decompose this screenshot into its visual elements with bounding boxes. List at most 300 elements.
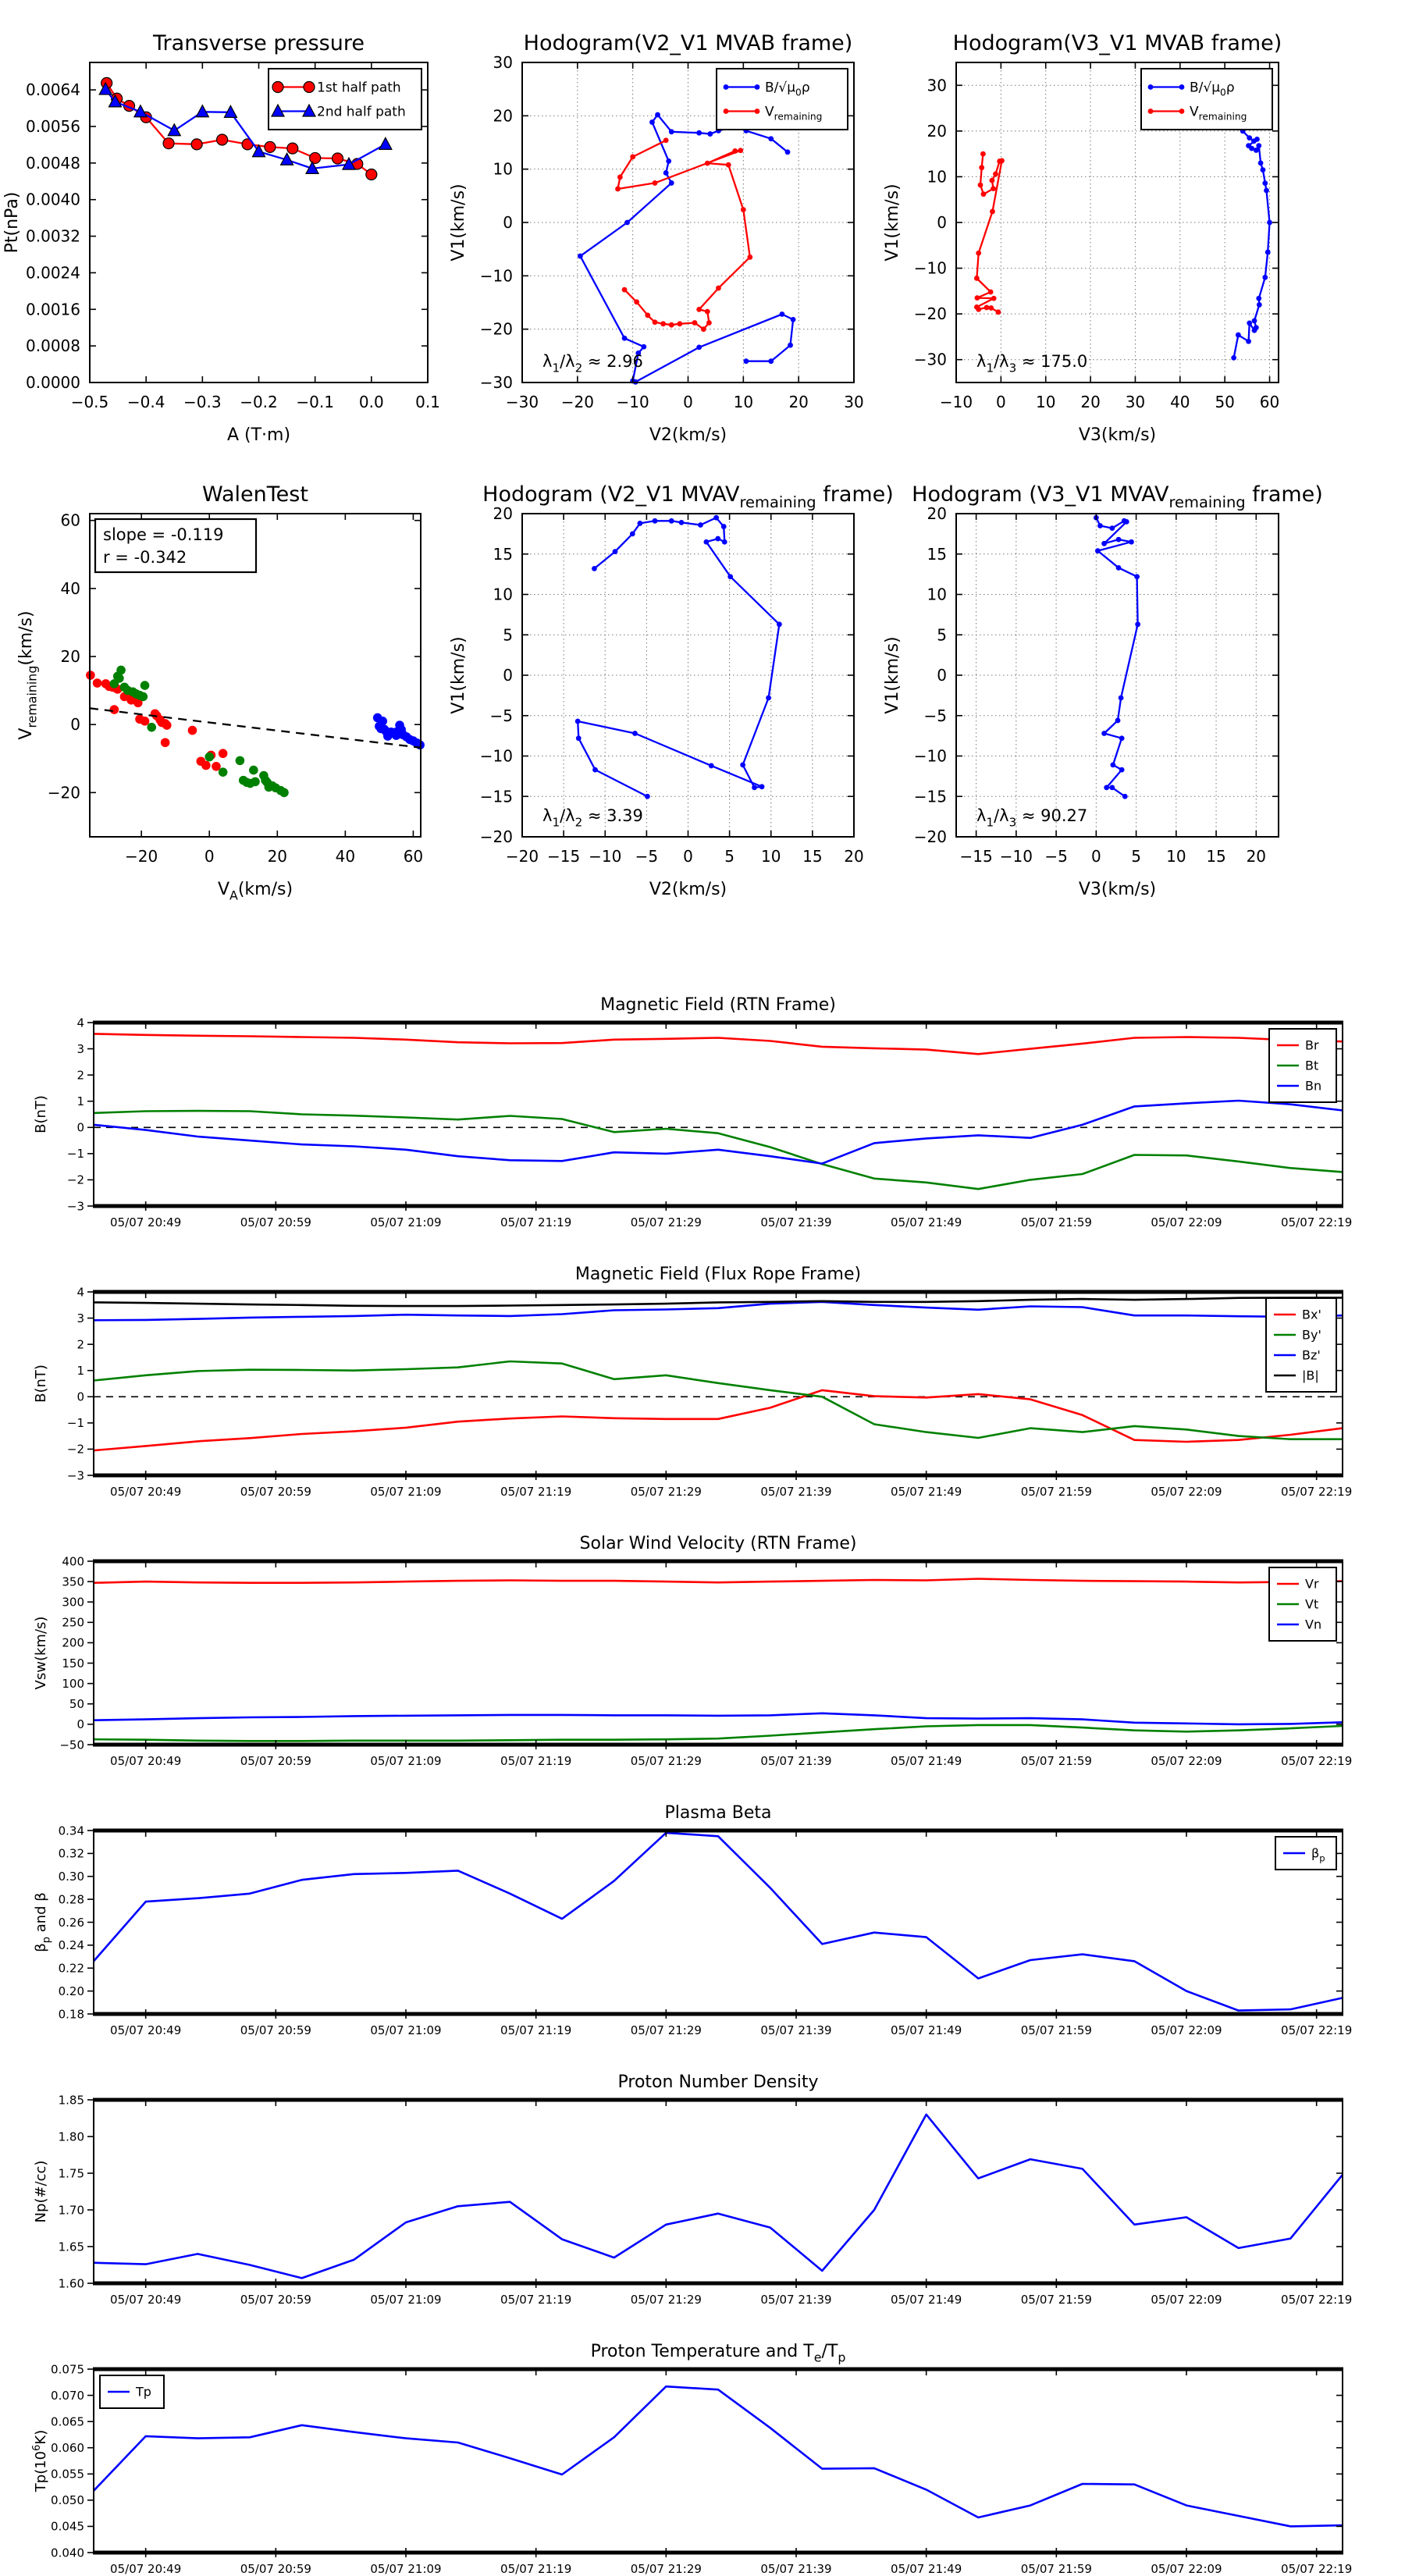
data-point xyxy=(1262,275,1268,280)
y-tick-label: −20 xyxy=(47,783,80,802)
data-point xyxy=(576,735,582,741)
data-point xyxy=(663,170,669,176)
data-point xyxy=(669,518,674,524)
data-point xyxy=(653,180,658,186)
data-point xyxy=(1119,696,1124,701)
data-point xyxy=(653,319,658,325)
data-point xyxy=(236,756,245,766)
series-line xyxy=(976,154,1001,312)
series-line xyxy=(94,2386,1343,2526)
y-tick-label: 0.0048 xyxy=(26,153,80,173)
data-point xyxy=(724,109,729,114)
x-tick-label: −5 xyxy=(635,847,659,866)
y-tick-label: 0.34 xyxy=(58,1823,84,1838)
legend-label: 2nd half path xyxy=(317,104,406,120)
x-tick-label: 0 xyxy=(683,393,693,411)
data-point xyxy=(265,141,276,152)
y-axis-label: B(nT) xyxy=(33,1364,49,1403)
legend xyxy=(717,69,848,130)
x-tick-label: 40 xyxy=(1170,393,1190,411)
data-point xyxy=(1254,137,1260,142)
data-point xyxy=(1179,84,1185,90)
x-axis-label: V2(km/s) xyxy=(649,880,727,899)
x-tick-label: 20 xyxy=(844,847,864,866)
y-tick-label: 0 xyxy=(937,666,947,685)
y-tick-label: 2 xyxy=(76,1068,84,1083)
data-point xyxy=(716,286,721,291)
y-tick-label: 0.050 xyxy=(51,2493,84,2508)
axes-frame xyxy=(94,2100,1343,2283)
data-point xyxy=(191,139,202,150)
ticks xyxy=(914,504,1279,866)
series-bx- xyxy=(94,1390,1343,1450)
legend-label: By' xyxy=(1302,1327,1321,1343)
x-tick-label: 05/07 20:49 xyxy=(110,2023,182,2037)
data-point xyxy=(188,726,197,735)
y-tick-label: 1 xyxy=(76,1094,84,1108)
data-point xyxy=(1252,318,1257,324)
data-point xyxy=(980,151,986,157)
y-tick-label: 300 xyxy=(62,1595,84,1610)
lambda-ratio-annotation: $\lambda_1/\lambda_2 \approx 3.39$ xyxy=(542,806,643,830)
y-tick-label: 400 xyxy=(62,1554,84,1569)
data-point xyxy=(641,344,646,350)
data-point xyxy=(768,358,774,364)
y-tick-label: 0.26 xyxy=(58,1915,84,1930)
x-tick-label: 05/07 21:59 xyxy=(1020,2562,1092,2576)
data-point xyxy=(660,321,666,326)
chart-title: WalenTest xyxy=(202,482,308,507)
data-point xyxy=(755,109,760,114)
series--b- xyxy=(94,1297,1343,1306)
x-tick-label: 05/07 20:59 xyxy=(240,2293,311,2307)
y-tick-label: −30 xyxy=(913,350,947,369)
y-axis-label: Pt(nPa) xyxy=(2,191,22,254)
x-tick-label: 05/07 21:29 xyxy=(630,1215,702,1229)
chart-title: Transverse pressure xyxy=(153,31,365,55)
data-point xyxy=(788,343,793,348)
y-tick-label: 10 xyxy=(927,585,947,604)
data-point xyxy=(703,539,709,545)
data-point xyxy=(747,254,752,260)
series--000000 xyxy=(90,708,421,748)
data-point xyxy=(161,738,170,747)
data-point xyxy=(1247,135,1252,141)
x-tick-label: −0.3 xyxy=(183,393,222,411)
y-tick-label: −10 xyxy=(913,258,947,278)
x-tick-label: 5 xyxy=(1131,847,1141,866)
x-tick-label: 05/07 21:59 xyxy=(1020,1485,1092,1499)
data-point xyxy=(740,762,745,767)
series-line xyxy=(94,1361,1343,1439)
data-point xyxy=(976,307,981,312)
y-tick-label: −20 xyxy=(479,827,513,846)
data-point xyxy=(752,785,757,790)
data-point xyxy=(1101,541,1107,546)
x-tick-label: 05/07 21:09 xyxy=(370,1754,442,1768)
legend xyxy=(1269,1567,1336,1641)
data-point xyxy=(1148,109,1154,114)
y-tick-label: 0.075 xyxy=(51,2362,84,2377)
x-tick-label: 05/07 21:39 xyxy=(760,1754,832,1768)
data-point xyxy=(379,137,392,149)
y-tick-label: 0.0008 xyxy=(26,336,80,356)
data-point xyxy=(976,251,981,256)
y-tick-label: 20 xyxy=(493,504,513,523)
data-point xyxy=(624,220,630,226)
legend-label: Vt xyxy=(1305,1596,1319,1612)
annotation xyxy=(542,352,643,375)
x-tick-label: 20 xyxy=(1246,847,1267,866)
y-tick-label: 0.24 xyxy=(58,1938,84,1953)
chart-b-rtn xyxy=(33,995,1352,1229)
x-tick-label: 60 xyxy=(1259,393,1280,411)
x-tick-label: 05/07 21:59 xyxy=(1020,1754,1092,1768)
y-tick-label: 20 xyxy=(60,647,80,667)
legend-label: 1st half path xyxy=(317,80,401,96)
chart-b-fr xyxy=(33,1265,1352,1499)
y-tick-label: −20 xyxy=(479,319,513,339)
x-tick-label: 05/07 22:19 xyxy=(1281,1754,1353,1768)
y-tick-label: −3 xyxy=(66,1468,84,1483)
data-point xyxy=(279,788,289,798)
y-tick-label: 0.040 xyxy=(51,2546,84,2560)
data-point xyxy=(768,136,774,141)
legend xyxy=(100,2375,164,2408)
series-line xyxy=(578,518,779,796)
data-point xyxy=(780,311,785,317)
x-tick-label: 05/07 21:19 xyxy=(500,2023,572,2037)
data-point xyxy=(727,574,733,579)
data-point xyxy=(1236,333,1241,338)
x-tick-label: 05/07 20:59 xyxy=(240,1215,311,1229)
data-point xyxy=(705,161,710,166)
x-tick-label: −10 xyxy=(589,847,622,866)
legend-label: Tp xyxy=(136,2384,151,2400)
data-point xyxy=(1179,109,1185,114)
ticks xyxy=(59,2093,1353,2307)
x-tick-label: 05/07 21:39 xyxy=(760,2562,832,2576)
data-point xyxy=(630,155,635,160)
y-tick-label: 1.75 xyxy=(58,2166,84,2181)
grid xyxy=(956,514,1279,837)
y-tick-label: 0.32 xyxy=(58,1846,84,1861)
y-tick-label: 0.0000 xyxy=(26,373,80,392)
data-point xyxy=(634,299,639,304)
y-tick-label: −20 xyxy=(913,827,947,846)
data-point xyxy=(1256,296,1261,301)
data-point xyxy=(698,522,703,528)
y-axis-label: $Tp(10^6K)$ xyxy=(30,2429,49,2492)
x-tick-label: −30 xyxy=(505,393,539,411)
data-point xyxy=(741,207,746,212)
grid xyxy=(522,514,854,837)
chart-title: Plasma Beta xyxy=(664,1803,772,1823)
x-tick-label: 30 xyxy=(1125,393,1146,411)
x-tick-label: 30 xyxy=(844,393,864,411)
y-tick-label: 0.28 xyxy=(58,1892,84,1907)
x-tick-label: 05/07 22:19 xyxy=(1281,2562,1353,2576)
legend-label: $B/√\mu_0\rho$ xyxy=(765,80,810,98)
x-tick-label: 05/07 21:09 xyxy=(370,2562,442,2576)
x-tick-label: 05/07 22:09 xyxy=(1151,2562,1222,2576)
series-v-remaining- xyxy=(974,151,1005,315)
series--0000ff xyxy=(94,2115,1343,2279)
data-point xyxy=(645,313,650,318)
legend-label: |B| xyxy=(1302,1368,1319,1383)
y-tick-label: 0 xyxy=(76,1389,84,1404)
fit-stats-text: slope = -0.119 xyxy=(103,525,224,544)
series-by- xyxy=(94,1361,1343,1439)
data-point xyxy=(1119,735,1125,741)
x-tick-label: 10 xyxy=(761,847,781,866)
x-tick-label: 05/07 21:29 xyxy=(630,2023,702,2037)
x-axis-label: V3(km/s) xyxy=(1078,425,1157,445)
data-point xyxy=(615,187,621,192)
y-tick-label: 0 xyxy=(503,666,513,685)
legend xyxy=(1275,1837,1336,1870)
x-tick-label: 0 xyxy=(683,847,693,866)
ticks xyxy=(59,1823,1353,2037)
y-tick-label: 50 xyxy=(69,1697,84,1712)
data-point xyxy=(1265,250,1271,255)
data-point xyxy=(1109,525,1115,531)
series--0000ff xyxy=(575,515,782,799)
y-tick-label: −10 xyxy=(913,746,947,766)
chart-title: Magnetic Field (RTN Frame) xyxy=(600,995,836,1015)
data-point xyxy=(1262,180,1268,186)
x-tick-label: −0.4 xyxy=(126,393,165,411)
series-line xyxy=(94,1390,1343,1450)
x-tick-label: 05/07 21:39 xyxy=(760,2023,832,2037)
data-point xyxy=(251,777,260,787)
data-point xyxy=(1110,762,1115,767)
y-tick-label: 250 xyxy=(62,1615,84,1630)
y-tick-label: 20 xyxy=(493,106,513,126)
data-point xyxy=(649,119,655,125)
y-tick-label: 0 xyxy=(76,1717,84,1732)
x-tick-label: 40 xyxy=(335,847,356,866)
y-axis-label: Np(#/cc) xyxy=(33,2160,49,2223)
y-tick-label: 350 xyxy=(62,1574,84,1589)
y-axis-label: V1(km/s) xyxy=(883,636,902,714)
chart-title: Hodogram(V2_V1 MVAB frame) xyxy=(523,31,853,55)
legend-label: Bt xyxy=(1305,1058,1319,1073)
data-point xyxy=(669,322,674,328)
data-point xyxy=(617,175,623,180)
x-tick-label: 05/07 21:39 xyxy=(760,1485,832,1499)
chart-hod-v2v1-mvab xyxy=(449,31,864,445)
data-point xyxy=(333,153,343,164)
data-point xyxy=(219,749,228,758)
data-point xyxy=(669,180,674,186)
data-point xyxy=(1135,621,1140,627)
ticks xyxy=(59,1554,1352,1768)
data-point xyxy=(249,766,258,775)
y-axis-label: V1(km/s) xyxy=(449,636,468,714)
x-tick-label: 05/07 20:59 xyxy=(240,2023,311,2037)
legend-label: Bn xyxy=(1305,1078,1322,1094)
data-point xyxy=(706,320,712,326)
x-tick-label: 05/07 21:49 xyxy=(891,1754,962,1768)
data-point xyxy=(766,696,771,701)
y-tick-label: −1 xyxy=(66,1416,84,1431)
chart-hod-v2v1-mvav xyxy=(449,482,894,899)
x-tick-label: 05/07 21:29 xyxy=(630,2562,702,2576)
y-axis-label: V1(km/s) xyxy=(883,183,902,262)
data-point xyxy=(93,678,102,688)
data-point xyxy=(755,84,760,90)
series-vr xyxy=(94,1579,1343,1583)
data-point xyxy=(707,131,713,137)
data-point xyxy=(1119,767,1125,773)
y-tick-label: 3 xyxy=(76,1041,84,1056)
data-point xyxy=(738,148,743,153)
x-tick-label: 05/07 21:19 xyxy=(500,1485,572,1499)
chart-beta xyxy=(33,1803,1352,2037)
data-point xyxy=(1129,539,1134,545)
series-tp xyxy=(94,2386,1343,2526)
data-point xyxy=(721,524,727,529)
x-tick-label: 05/07 22:19 xyxy=(1281,1215,1353,1229)
data-point xyxy=(622,287,628,293)
legend xyxy=(1141,69,1272,130)
lambda-ratio-annotation: $\lambda_1/\lambda_3 \approx 175.0$ xyxy=(976,352,1088,375)
x-tick-label: −15 xyxy=(959,847,993,866)
x-tick-label: 05/07 21:19 xyxy=(500,1754,572,1768)
data-point xyxy=(1252,328,1257,333)
y-tick-label: −2 xyxy=(66,1442,84,1457)
x-tick-label: 15 xyxy=(1206,847,1226,866)
data-point xyxy=(592,767,598,773)
data-point xyxy=(791,317,796,322)
data-point xyxy=(1124,519,1129,525)
y-tick-label: 0.20 xyxy=(58,1984,84,1998)
data-point xyxy=(655,112,660,118)
series--008000 xyxy=(110,666,289,797)
x-tick-label: 05/07 21:29 xyxy=(630,2293,702,2307)
x-tick-label: 05/07 21:49 xyxy=(891,2023,962,2037)
x-tick-label: −20 xyxy=(560,393,594,411)
data-point xyxy=(575,719,581,724)
series-line xyxy=(94,2115,1343,2279)
data-point xyxy=(724,84,729,90)
data-point xyxy=(785,149,791,155)
series-vt xyxy=(94,1725,1343,1741)
data-point xyxy=(677,321,682,326)
data-point xyxy=(637,521,642,526)
y-tick-label: 0.055 xyxy=(51,2467,84,2482)
x-tick-label: 05/07 22:09 xyxy=(1151,1485,1222,1499)
data-point xyxy=(743,358,749,364)
data-point xyxy=(993,172,998,177)
y-tick-label: −30 xyxy=(479,373,513,392)
x-tick-label: 05/07 21:19 xyxy=(500,2293,572,2307)
series-line xyxy=(94,1579,1343,1583)
data-point xyxy=(632,731,638,736)
data-point xyxy=(978,183,984,188)
y-tick-label: −5 xyxy=(489,706,513,725)
annotation xyxy=(95,519,256,572)
data-point xyxy=(991,296,997,301)
legend xyxy=(1269,1029,1336,1102)
y-tick-label: 0.0056 xyxy=(26,117,80,136)
data-point xyxy=(630,531,635,536)
series-br xyxy=(94,1034,1343,1054)
chart-walen xyxy=(16,482,425,903)
y-tick-label: 5 xyxy=(937,625,947,645)
series--0000ff xyxy=(373,713,425,749)
x-tick-label: 0 xyxy=(1090,847,1101,866)
data-point xyxy=(696,130,702,136)
legend-label: $V_{remaining}$ xyxy=(1190,104,1247,123)
axes-frame xyxy=(94,1023,1343,1206)
series-v-remaining- xyxy=(615,137,752,332)
series-line xyxy=(94,1725,1343,1741)
x-tick-label: 20 xyxy=(788,393,809,411)
data-point xyxy=(140,681,150,690)
data-point xyxy=(1258,160,1264,165)
y-tick-label: 0.0016 xyxy=(26,300,80,319)
data-point xyxy=(201,761,211,770)
x-tick-label: −0.5 xyxy=(70,393,109,411)
y-tick-label: −15 xyxy=(479,787,513,806)
x-tick-label: 05/07 22:19 xyxy=(1281,1485,1353,1499)
x-axis-label: V3(km/s) xyxy=(1078,880,1157,899)
y-tick-label: −10 xyxy=(479,746,513,766)
x-tick-label: 05/07 21:09 xyxy=(370,1215,442,1229)
y-tick-label: 2 xyxy=(76,1337,84,1352)
y-tick-label: 4 xyxy=(76,1016,84,1030)
chart-title: Hodogram (V3_V1 $MVAV_{remaining}$ frame) xyxy=(912,482,1323,512)
legend-label: Vn xyxy=(1305,1617,1322,1632)
data-point xyxy=(726,162,731,168)
x-tick-label: 05/07 20:49 xyxy=(110,2562,182,2576)
data-point xyxy=(679,520,685,525)
x-tick-label: 0 xyxy=(204,847,215,866)
y-tick-label: 1.65 xyxy=(58,2240,84,2254)
x-axis-label: $V_A(km/s)$ xyxy=(217,880,293,903)
legend-label: Vr xyxy=(1305,1576,1319,1592)
x-tick-label: 0.0 xyxy=(358,393,384,411)
y-tick-label: 0.065 xyxy=(51,2414,84,2429)
data-point xyxy=(1095,548,1101,553)
y-tick-label: 10 xyxy=(493,159,513,179)
chart-hod-v3v1-mvab xyxy=(883,31,1282,445)
y-axis-label: V1(km/s) xyxy=(449,183,468,262)
y-axis-label: $\beta_p$ and β xyxy=(33,1892,53,1952)
y-tick-label: −20 xyxy=(913,304,947,324)
data-point xyxy=(162,720,172,730)
data-point xyxy=(578,254,583,259)
x-tick-label: −15 xyxy=(547,847,581,866)
data-point xyxy=(163,138,174,149)
data-point xyxy=(622,336,628,341)
fit-stats-text: r = -0.342 xyxy=(103,548,187,567)
data-point xyxy=(1122,794,1128,799)
x-tick-label: 05/07 22:19 xyxy=(1281,2023,1353,2037)
data-point xyxy=(975,295,980,301)
x-tick-label: −0.2 xyxy=(240,393,278,411)
data-point xyxy=(645,794,650,799)
chart-title: Hodogram(V3_V1 MVAB frame) xyxy=(952,31,1282,55)
x-tick-label: 20 xyxy=(267,847,288,866)
data-point xyxy=(669,129,674,134)
y-tick-label: 20 xyxy=(927,121,947,141)
data-point xyxy=(715,536,720,542)
y-tick-label: −15 xyxy=(913,787,947,806)
data-point xyxy=(1247,320,1252,326)
